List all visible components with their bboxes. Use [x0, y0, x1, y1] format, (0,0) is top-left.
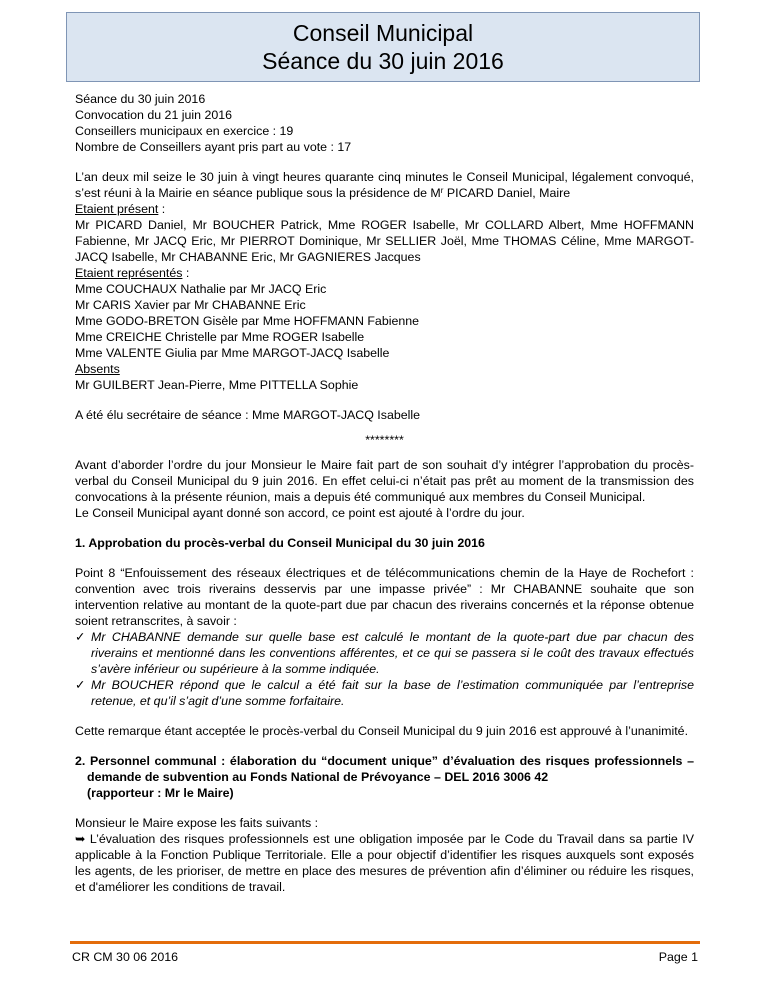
section-1-bullet: ✓ Mr BOUCHER répond que le calcul a été fait sur la base de l’estimation communiquée par l’entreprise retenue, et qu’il s’agit d’une somme forfaitaire.	[75, 678, 694, 708]
check-icon: ✓	[75, 678, 86, 692]
arrow-icon: ➥	[75, 832, 86, 846]
section-2-heading: 2. Personnel communal : élaboration du “document unique” d’évaluation des risques professionnels – demande de subvention au Fonds National de Prévoyance – DEL 2016 3006 42	[75, 754, 694, 784]
represented-item: Mme COUCHAUX Nathalie par Mr JACQ Eric	[75, 282, 327, 296]
document-body	[75, 91, 694, 895]
preamble-paragraph: Avant d’aborder l’ordre du jour Monsieur le Maire fait part de son souhait d’y intégrer l’approbation du procès-verbal du Conseil Municipal du 9 juin 2016. En effet celui-ci n’était pas prêt au moment de la transmission des convocations à la présente réunion, mais a depuis été communiqué aux membres du Conseil Municipal.	[75, 458, 694, 504]
page-subtitle: Séance du 30 juin 2016	[262, 48, 504, 74]
represented-item: Mme GODO-BRETON Gisèle par Mme HOFFMANN Fabienne	[75, 314, 420, 328]
presents-heading: Etaient présent :	[75, 202, 166, 216]
title-box	[66, 12, 700, 82]
absents-list: Mr GUILBERT Jean-Pierre, Mme PITTELLA Sophie	[75, 378, 359, 392]
represented-item: Mme CREICHE Christelle par Mme ROGER Isabelle	[75, 330, 365, 344]
page-title: Conseil Municipal	[292, 20, 474, 46]
footer-reference: CR CM 30 06 2016	[72, 950, 179, 964]
presents-list: Mr PICARD Daniel, Mr BOUCHER Patrick, Mme ROGER Isabelle, Mr COLLARD Albert, Mme HOFFMANN Fabienne, Mr JACQ Eric, Mr PIERROT Dominique, Mr SELLIER Joël, Mme THOMAS Céline, Mme MARGOT-JACQ Isabelle, Mr CHABANNE Eric, Mr GAGNIERES Jacques	[75, 218, 694, 264]
info-convocation: Convocation du 21 juin 2016	[75, 108, 233, 122]
footer-rule	[70, 941, 700, 944]
section-1-conclusion: Cette remarque étant acceptée le procès-verbal du Conseil Municipal du 9 juin 2016 est approuvé à l’unanimité.	[75, 724, 689, 738]
represented-item: Mr CARIS Xavier par Mr CHABANNE Eric	[75, 298, 306, 312]
represented-heading: Etaient représentés :	[75, 266, 190, 280]
intro-paragraph: L’an deux mil seize le 30 juin à vingt heures quarante cinq minutes le Conseil Municipal, légalement convoqué, s’est réuni à la Mairie en séance publique sous la présidence de $M^r$ PICARD Daniel, Maire	[75, 170, 694, 200]
section-1-bullet: ✓ Mr CHABANNE demande sur quelle base est calculé le montant de la quote-part due par chacun des riverains et mentionné dans les conventions afférentes, et ce qui se passera si le coût des travaux effectués s’avère inférieur ou supérieure à la somme indiquée.	[75, 630, 694, 676]
section-1-heading: 1. Approbation du procès-verbal du Conseil Municipal du 30 juin 2016	[75, 536, 485, 550]
secretary-line: A été élu secrétaire de séance : Mme MARGOT-JACQ Isabelle	[75, 408, 421, 422]
section-2-rapporteur: (rapporteur : Mr le Maire)	[87, 786, 234, 800]
info-seance: Séance du 30 juin 2016	[75, 92, 206, 106]
section-1-paragraph: Point 8 “Enfouissement des réseaux électriques et de télécommunications chemin de la Haye de Rochefort : convention avec trois riverains desservis par une impasse privée” : Mr CHABANNE souhaite que son intervention relative au montant de la quote-part due par chacun des riverains concernés et la réponse obtenue soient retranscrites, à savoir :	[75, 566, 694, 628]
info-conseillers-vote: Nombre de Conseillers ayant pris part au vote : 17	[75, 140, 352, 154]
section-2-paragraph: ➥ L’évaluation des risques professionnels est une obligation imposée par le Code du Travail dans sa partie IV applicable à la Fonction Publique Territoriale. Elle a pour objectif d’identifier les risques auxquels sont exposés les agents, de les prioriser, de mettre en place des mesures de prévention afin d’éliminer ou réduire les risques, et d'améliorer les conditions de travail.	[75, 832, 694, 894]
check-icon: ✓	[75, 630, 86, 644]
info-conseillers-exercice: Conseillers municipaux en exercice : 19	[75, 124, 294, 138]
preamble-agreement: Le Conseil Municipal ayant donné son accord, ce point est ajouté à l’ordre du jour.	[75, 506, 525, 520]
page-number: Page 1	[658, 950, 698, 964]
absents-heading: Absents	[75, 362, 120, 376]
section-2-intro: Monsieur le Maire expose les faits suivants :	[75, 816, 319, 830]
separator: ********	[365, 433, 404, 447]
represented-item: Mme VALENTE Giulia par Mme MARGOT-JACQ Isabelle	[75, 346, 390, 360]
